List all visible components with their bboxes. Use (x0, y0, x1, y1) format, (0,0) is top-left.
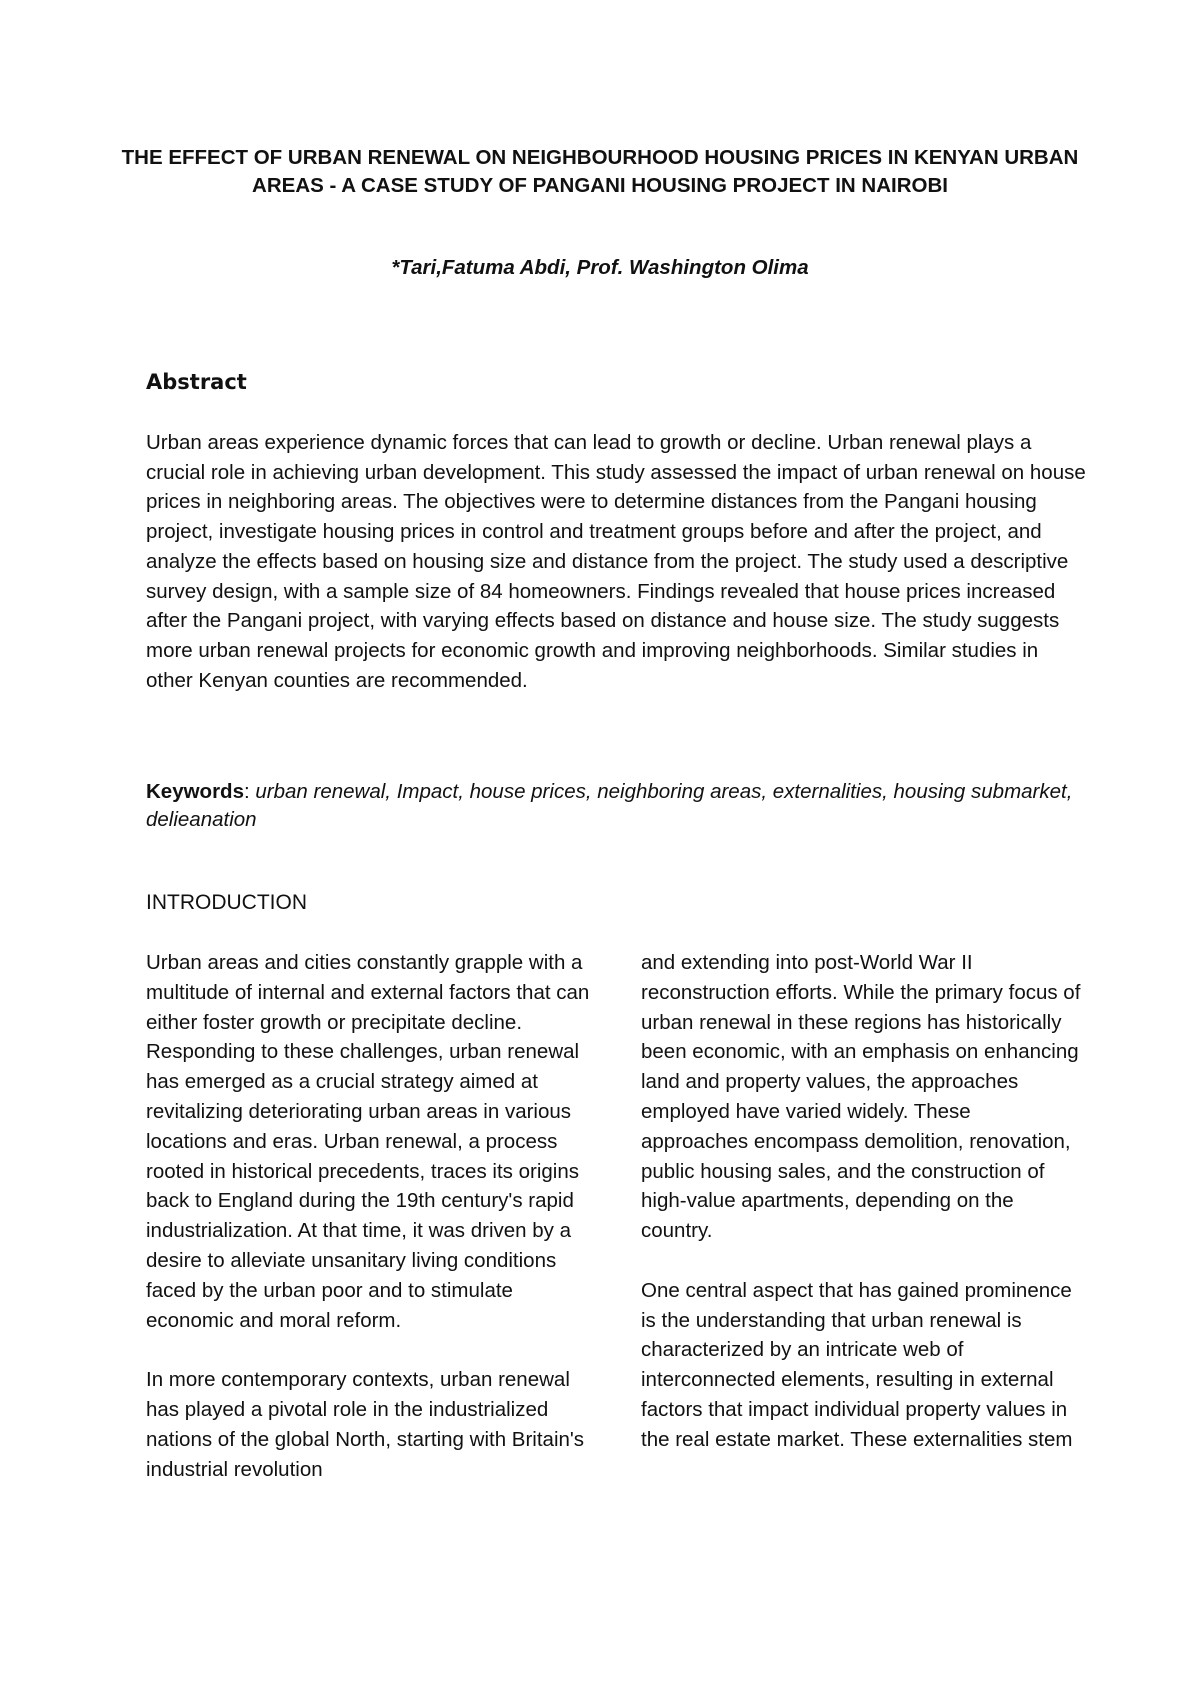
keywords-label: Keywords (146, 780, 244, 803)
abstract-body: Urban areas experience dynamic forces that can lead to growth or decline. Urban renewal plays a crucial role in achieving urban development. This study assessed the impact of urban renewal on house prices in neighboring areas. The objectives were to determine distances from the Pangani housing project, investigate housing prices in control and treatment groups before and after the project, and analyze the effects based on housing size and distance from the project. The study used a descriptive survey design, with a sample size of 84 homeowners. Findings revealed that house prices increased after the Pangani project, with varying effects based on distance and house size. The study suggests more urban renewal projects for economic growth and improving neighborhoods. Similar studies in other Kenyan counties are recommended. (146, 431, 1086, 692)
introduction-right-column (641, 948, 1081, 1484)
keywords-separator: : (243, 780, 256, 803)
paper-authors: *Tari,Fatuma Abdi, Prof. Washington Olima (391, 256, 809, 279)
intro-right-paragraph-2: One central aspect that has gained prominence is the understanding that urban renewal is characterized by an intricate web of interconnected elements, resulting in external factors that impact individual property values in the real estate market. These externalities stem (641, 1278, 1073, 1451)
keywords-list: urban renewal, Impact, house prices, neighboring areas, externalities, housing submarket, delieanation (146, 780, 1073, 831)
paper-title: THE EFFECT OF URBAN RENEWAL ON NEIGHBOURHOOD HOUSING PRICES IN KENYAN URBAN AREAS - A CASE STUDY OF PANGANI HOUSING PROJECT IN NAIROBI (121, 146, 1079, 197)
keywords-line (146, 778, 1086, 834)
intro-left-paragraph-1: Urban areas and cities constantly grapple with a multitude of internal and external factors that can either foster growth or precipitate decline. Responding to these challenges, urban renewal has emerged as a crucial strategy aimed at revitalizing deteriorating urban areas in various locations and eras. Urban renewal, a process rooted in historical precedents, traces its origins back to England during the 19th century's rapid industrialization. At that time, it was driven by a desire to alleviate unsanitary living conditions faced by the urban poor and to stimulate economic and moral reform. (146, 951, 590, 1332)
abstract-heading: Abstract (146, 370, 247, 394)
intro-right-paragraph-1: and extending into post-World War II reconstruction efforts. While the primary focus of urban renewal in these regions has historically been economic, with an emphasis on enhancing land and property values, the approaches employed have varied widely. These approaches encompass demolition, renovation, public housing sales, and the construction of high-value apartments, depending on the country. (641, 951, 1081, 1243)
introduction-left-column (146, 948, 591, 1514)
introduction-heading: INTRODUCTION (146, 891, 307, 914)
intro-left-paragraph-2: In more contemporary contexts, urban renewal has played a pivotal role in the industrialized nations of the global North, starting with Britain's industrial revolution (146, 1368, 585, 1481)
